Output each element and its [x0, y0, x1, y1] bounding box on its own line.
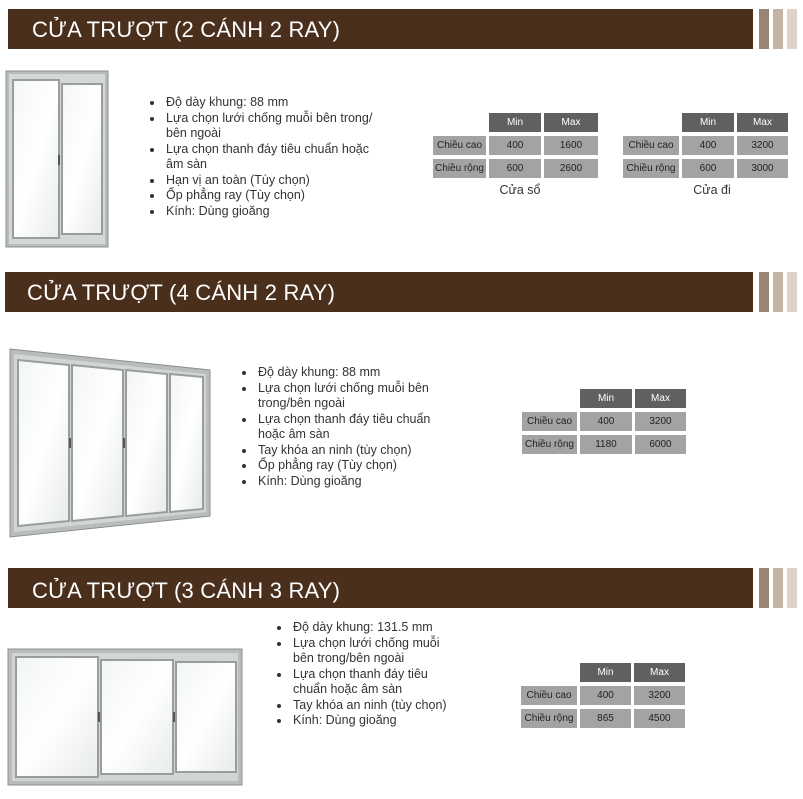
row-label: Chiều cao: [623, 136, 679, 155]
section-header: [5, 272, 753, 312]
col-header-min: Min: [580, 663, 631, 682]
col-header-min: Min: [489, 113, 541, 132]
col-header-max: Max: [634, 663, 685, 682]
table-caption: Cửa sổ: [499, 183, 541, 197]
row-label: Chiều rộng: [522, 435, 577, 454]
feature-item: Ốp phẳng ray (Tùy chọn): [148, 188, 408, 204]
feature-item: Lựa chọn thanh đáy tiêu chuẩn hoặc âm sàn: [148, 142, 408, 173]
cell-min: 400: [580, 412, 632, 431]
feature-item: Lựa chọn lưới chống muỗi bên trong/ bên ngoài: [148, 111, 408, 142]
feature-list: [240, 365, 480, 489]
feature-item: Tay khóa an ninh (tùy chọn): [275, 698, 495, 714]
cell-max: 6000: [635, 435, 686, 454]
feature-item: Lựa chọn lưới chống muỗi bên trong/bên ngoài: [240, 381, 480, 412]
cell-max: 1600: [544, 136, 598, 155]
cell-min: 600: [682, 159, 734, 178]
feature-list: [148, 95, 408, 219]
size-table-door: [623, 113, 788, 179]
cell-min: 400: [682, 136, 734, 155]
size-table: [522, 389, 686, 455]
col-header-min: Min: [580, 389, 632, 408]
feature-item: Kính: Dùng gioăng: [240, 474, 480, 490]
section-header: [8, 568, 753, 608]
cell-max: 4500: [634, 709, 685, 728]
section-header: [8, 9, 753, 49]
feature-item: Lựa chọn thanh đáy tiêu chuẩn hoặc âm sàn: [275, 667, 495, 698]
feature-item: Lựa chọn lưới chống muỗi bên trong/bên ngoài: [275, 636, 495, 667]
row-label: Chiều cao: [433, 136, 486, 155]
feature-item: Kính: Dùng gioăng: [275, 713, 495, 729]
row-label: Chiều cao: [521, 686, 577, 705]
feature-item: Lựa chọn thanh đáy tiêu chuẩn hoặc âm sàn: [240, 412, 480, 443]
cell-min: 400: [489, 136, 541, 155]
cell-max: 3200: [634, 686, 685, 705]
decorative-stripes: [759, 272, 801, 312]
cell-max: 3200: [635, 412, 686, 431]
size-table-window: [433, 113, 598, 179]
decorative-stripes: [759, 9, 801, 49]
sliding-window-4-panel-image: [9, 348, 211, 538]
row-label: Chiều cao: [522, 412, 577, 431]
cell-min: 865: [580, 709, 631, 728]
feature-item: Hạn vị an toàn (Tùy chọn): [148, 173, 408, 189]
cell-min: 600: [489, 159, 541, 178]
cell-max: 2600: [544, 159, 598, 178]
section-title: CỬA TRƯỢT (3 CÁNH 3 RAY): [32, 578, 341, 603]
table-caption: Cửa đi: [693, 183, 731, 197]
row-label: Chiều rộng: [521, 709, 577, 728]
section-title: CỬA TRƯỢT (4 CÁNH 2 RAY): [27, 280, 336, 305]
col-header-max: Max: [635, 389, 686, 408]
feature-item: Ốp phẳng ray (Tùy chọn): [240, 458, 480, 474]
feature-item: Tay khóa an ninh (tùy chọn): [240, 443, 480, 459]
feature-list: [275, 620, 495, 729]
section-title: CỬA TRƯỢT (2 CÁNH 2 RAY): [32, 17, 341, 42]
col-header-min: Min: [682, 113, 734, 132]
size-table: [521, 663, 685, 729]
sliding-window-3-panel-image: [7, 648, 243, 786]
cell-min: 400: [580, 686, 631, 705]
col-header-max: Max: [737, 113, 788, 132]
cell-max: 3200: [737, 136, 788, 155]
row-label: Chiều rộng: [433, 159, 486, 178]
cell-min: 1180: [580, 435, 632, 454]
decorative-stripes: [759, 568, 801, 608]
feature-item: Kính: Dùng gioăng: [148, 204, 408, 220]
feature-item: Độ dày khung: 88 mm: [240, 365, 480, 381]
col-header-max: Max: [544, 113, 598, 132]
row-label: Chiều rộng: [623, 159, 679, 178]
sliding-window-2-panel-image: [5, 70, 109, 248]
feature-item: Độ dày khung: 131.5 mm: [275, 620, 495, 636]
cell-max: 3000: [737, 159, 788, 178]
feature-item: Độ dày khung: 88 mm: [148, 95, 408, 111]
